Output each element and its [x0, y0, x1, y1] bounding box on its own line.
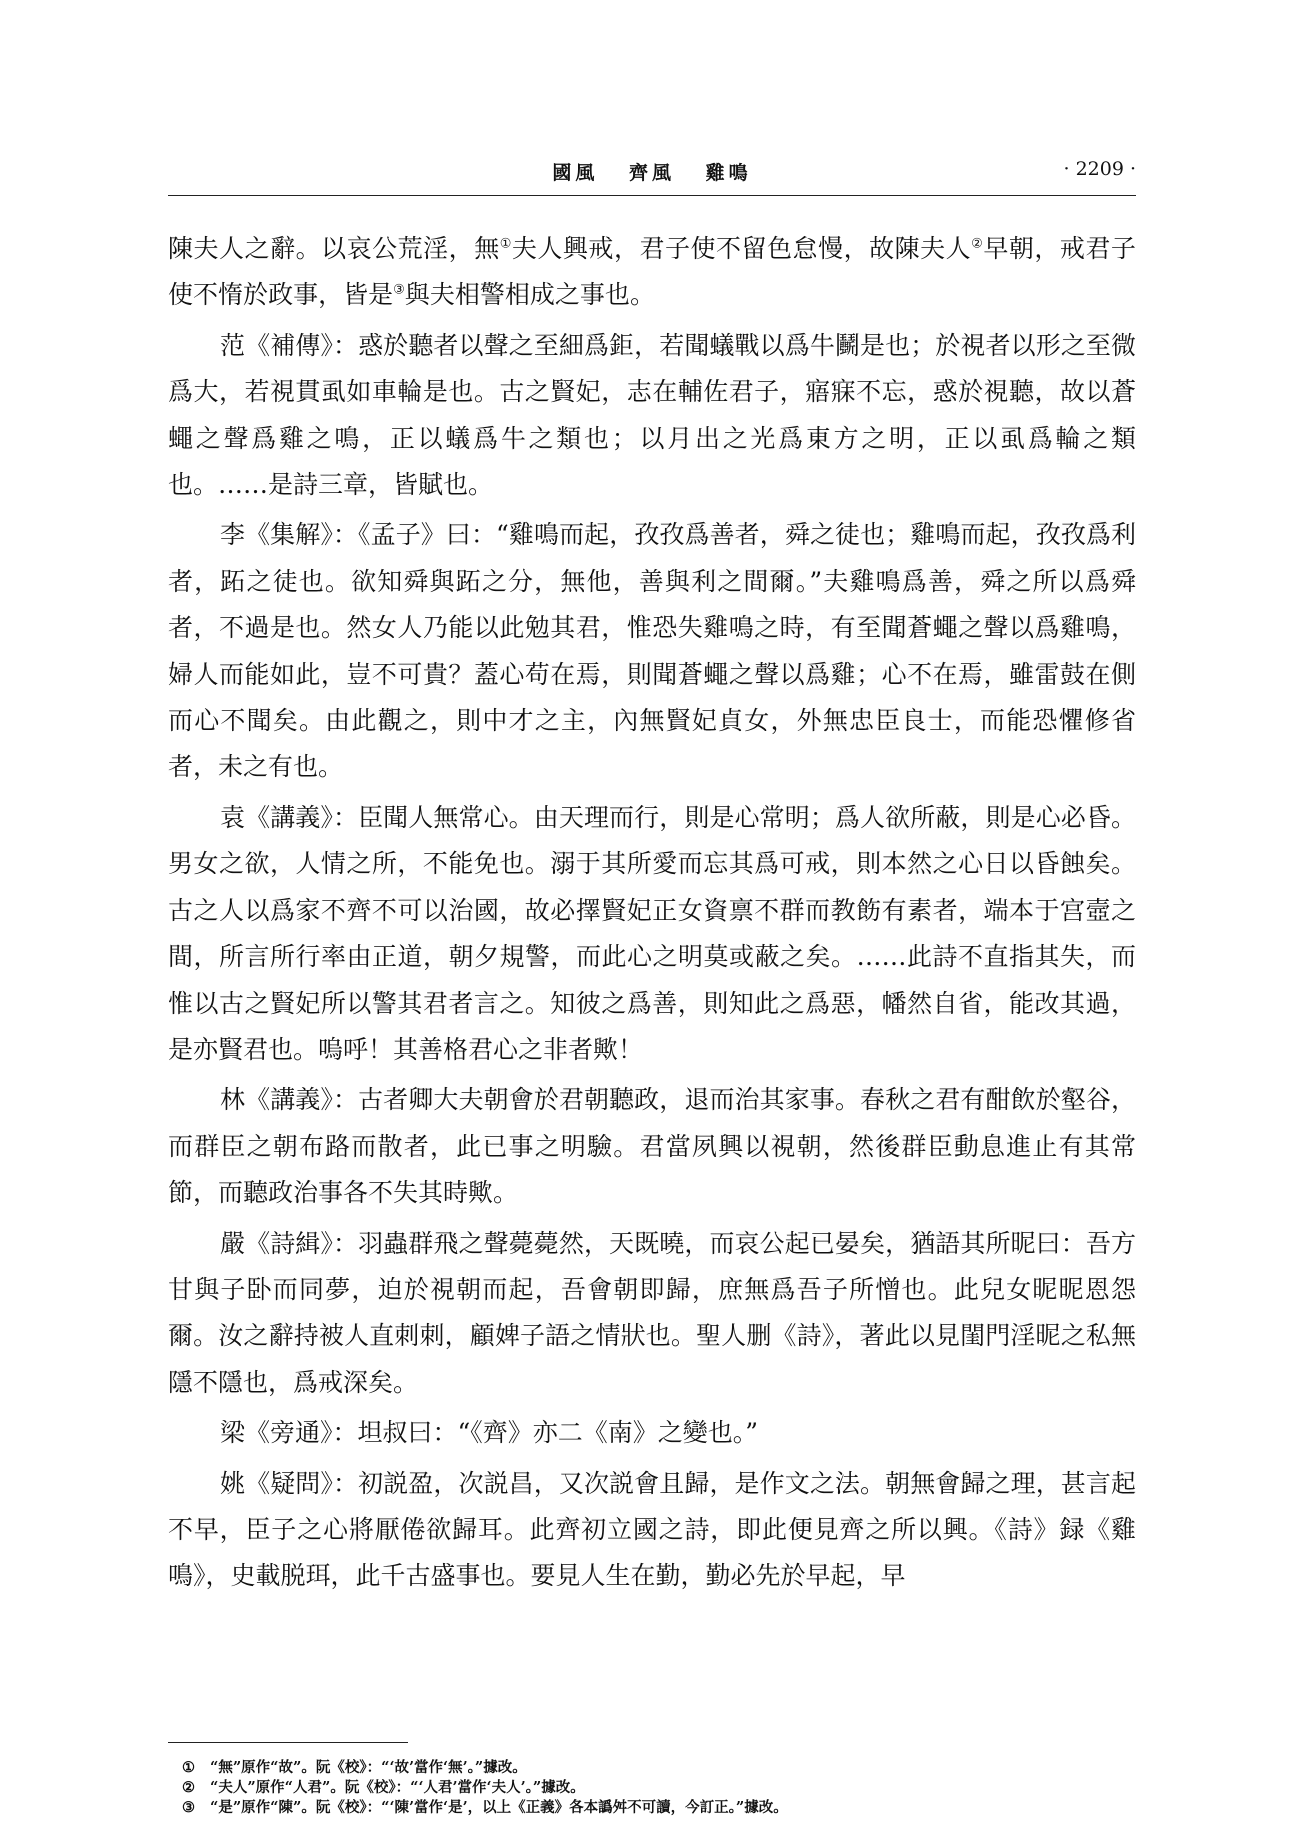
- footnote-mark: ②: [182, 1779, 195, 1796]
- footnote: [182, 1778, 1122, 1798]
- footnote-ref: ③: [393, 283, 405, 299]
- main-text: [168, 226, 1136, 1604]
- paragraph: 嚴《詩緝》：羽蟲群飛之聲薨薨然，天既曉，而哀公起已晏矣，猶語其所昵曰：吾方甘與子卧而同夢，迫於視朝而起，吾會朝即歸，庶無爲吾子所憎也。此兒女昵昵恩怨爾。汝之辭持被人直刺刺，顧婢子語之情狀也。聖人删《詩》，著此以見閨門淫昵之私無隱不隱也，爲戒深矣。: [168, 1228, 1136, 1397]
- paragraph: 姚《疑問》：初説盈，次説昌，又次説會且歸，是作文之法。朝無會歸之理，甚言起不早，臣子之心將厭倦欲歸耳。此齊初立國之詩，即此便見齊之所以興。《詩》録《雞鳴》，史載脱珥，此千古盛事也。要見人生在勤，勤必先於早起，早: [168, 1468, 1136, 1591]
- footnote-text: “無”原作“故”。阮《校》：“‘故’當作‘無’。”據改。: [210, 1759, 527, 1776]
- header-title-part: 齊風: [628, 162, 675, 184]
- paragraph: 陳夫人之辭。以哀公荒淫，無①夫人興戒，君子使不留色怠慢，故陳夫人②早朝，戒君子使不惰於政事，皆是③與夫相警相成之事也。: [168, 234, 1136, 310]
- header-title-part: 國風: [552, 162, 599, 184]
- paragraph: 林《講義》：古者卿大夫朝會於君朝聽政，退而治其家事。春秋之君有酣飲於壑谷，而群臣之朝布路而散者，此已事之明驗。君當夙興以視朝，然後群臣動息進止有其常節，而聽政治事各不失其時歟。: [168, 1085, 1136, 1208]
- page-number: · 2209 ·: [1063, 158, 1136, 180]
- footnotes: [182, 1758, 1122, 1818]
- header-rule: [168, 195, 1136, 196]
- paragraph: 袁《講義》：臣聞人無常心。由天理而行，則是心常明；爲人欲所蔽，則是心必昏。男女之欲，人情之所，不能免也。溺于其所愛而忘其爲可戒，則本然之心日以昏蝕矣。古之人以爲家不齊不可以治國，故必擇賢妃正女資禀不群而教飭有素者，端本于宫壼之間，所言所行率由正道，朝夕規警，而此心之明莫或蔽之矣。……此詩不直指其失，而惟以古之賢妃所以警其君者言之。知彼之爲善，則知此之爲惡，幡然自省，能改其過，是亦賢君也。嗚呼！其善格君心之非者歟！: [168, 802, 1136, 1064]
- footnote-text: “夫人”原作“人君”。阮《校》：“‘人君’當作‘夫人’。”據改。: [210, 1779, 585, 1796]
- footnote-rule: [168, 1742, 408, 1743]
- footnote-ref: ①: [499, 236, 512, 252]
- paragraph: 范《補傳》：惑於聽者以聲之至細爲鉅，若聞蟻戰以爲牛鬭是也；於視者以形之至微爲大，若視貫虱如車輪是也。古之賢妃，志在輔佐君子，寤寐不忘，惑於視聽，故以蒼蠅之聲爲雞之鳴，正以蟻爲牛之類也；以月出之光爲東方之明，正以虱爲輪之類也。……是詩三章，皆賦也。: [168, 330, 1136, 500]
- paragraph: 李《集解》：《孟子》曰：“雞鳴而起，孜孜爲善者，舜之徒也；雞鳴而起，孜孜爲利者，跖之徒也。欲知舜與跖之分，無他，善與利之間爾。”夫雞鳴爲善，舜之所以爲舜者，不過是也。然女人乃能以此勉其君，惟恐失雞鳴之時，有至聞蒼蠅之聲以爲雞鳴，婦人而能如此，豈不可貴？蓋心苟在焉，則聞蒼蠅之聲以爲雞；心不在焉，雖雷鼓在側而心不聞矣。由此觀之，則中才之主，內無賢妃貞女，外無忠臣良士，而能恐懼修省者，未之有也。: [168, 520, 1136, 782]
- paragraph: 梁《旁通》：坦叔曰：“《齊》亦二《南》之變也。”: [220, 1418, 759, 1448]
- header-title: [168, 158, 1136, 185]
- footnote-ref: ②: [971, 236, 984, 252]
- footnote-mark: ③: [182, 1799, 195, 1816]
- footnote-text: “是”原作“陳”。阮《校》：“‘陳’當作‘是’，以上《正義》各本譌舛不可讀，今訂正。”據改。: [210, 1799, 788, 1816]
- footnote-mark: ①: [182, 1759, 195, 1776]
- running-header: [168, 152, 1136, 192]
- header-title-part: 雞鳴: [705, 162, 752, 184]
- footnote: [182, 1758, 1122, 1778]
- footnote: [182, 1798, 1122, 1818]
